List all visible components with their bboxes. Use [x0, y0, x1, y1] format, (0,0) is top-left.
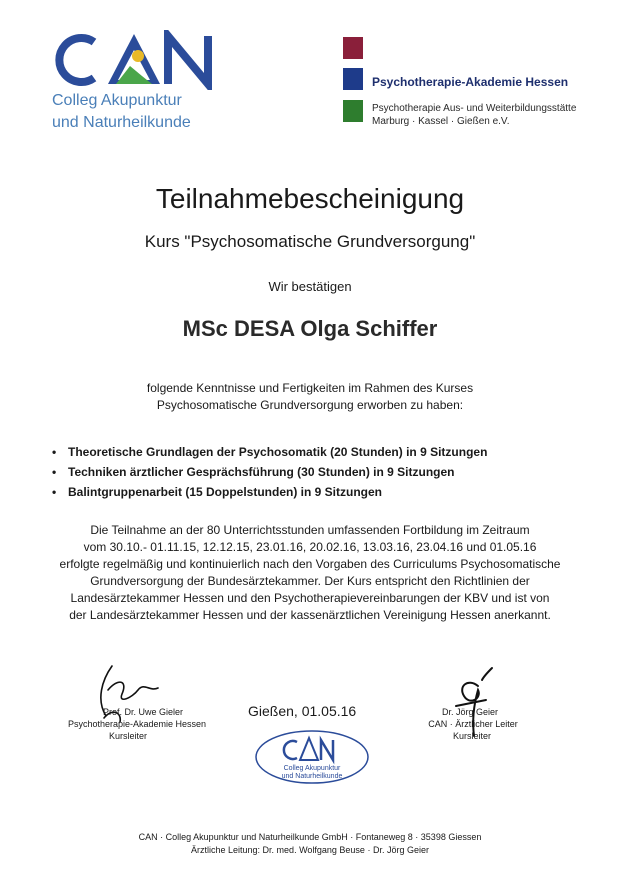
topic-text: Techniken ärztlicher Gesprächsführung (30 Stunden) in 9 Sitzungen	[68, 465, 455, 479]
footer-management: Ärztliche Leitung: Dr. med. Wolfgang Beuse · Dr. Jörg Geier	[191, 845, 429, 855]
paragraph-line: Grundversorgung der Bundesärztekammer. Der Kurs entspricht den Richtlinien der	[90, 574, 530, 588]
issue-date: Gießen, 01.05.16	[248, 703, 357, 719]
signer-right-org: CAN · Ärztlicher Leiter	[428, 719, 518, 729]
certificate-title: Teilnahmebescheinigung	[155, 183, 465, 214]
can-subtitle-line2: und Naturheilkunde	[52, 114, 191, 131]
recognition-paragraph	[0, 522, 620, 624]
can-logo	[50, 30, 220, 90]
paragraph-line: vom 30.10.- 01.11.15, 12.12.15, 23.01.16, 20.02.16, 13.03.16, 23.04.16 und 01.05.16	[83, 540, 537, 554]
list-item	[52, 462, 487, 482]
bullet-icon: •	[52, 445, 57, 459]
footer-address: CAN · Colleg Akupunktur und Naturheilkunde GmbH · Fontaneweg 8 · 35398 Giessen	[138, 832, 482, 842]
paragraph-line: der Landesärztekammer Hessen und der kassenärztlichen Vereinigung Hessen anerkannt.	[69, 608, 551, 622]
bullet-icon: •	[52, 485, 57, 499]
akademie-red-square	[343, 37, 363, 59]
topic-list	[52, 442, 487, 502]
paragraph-line: Die Teilnahme an der 80 Unterrichtsstunden umfassenden Fortbildung im Zeitraum	[90, 523, 530, 537]
akademie-line2: Marburg · Kassel · Gießen e.V.	[372, 116, 510, 127]
signer-right-role: Kursleiter	[452, 731, 491, 741]
signer-right-name: Dr. Jörg Geier	[441, 707, 499, 717]
intro-line2: Psychosomatische Grundversorgung erworben zu haben:	[156, 398, 464, 412]
participant-name: MSc DESA Olga Schiffer	[182, 316, 438, 341]
can-stamp	[253, 728, 371, 786]
bullet-icon: •	[52, 465, 57, 479]
list-item	[52, 442, 487, 462]
svg-text:Colleg Akupunktur: Colleg Akupunktur	[283, 765, 341, 772]
signer-left-role: Kursleiter	[108, 731, 147, 741]
list-item	[52, 482, 487, 502]
topic-text: Theoretische Grundlagen der Psychosomatik (20 Stunden) in 9 Sitzungen	[68, 445, 488, 459]
intro-line1: folgende Kenntnisse und Fertigkeiten im Rahmen des Kurses	[146, 381, 474, 395]
course-name: Kurs "Psychosomatische Grundversorgung"	[144, 232, 476, 251]
svg-text:und Naturheilkunde: und Naturheilkunde	[281, 773, 343, 780]
signer-left-org: Psychotherapie-Akademie Hessen	[67, 719, 207, 729]
topic-text: Balintgruppenarbeit (15 Doppelstunden) in 9 Sitzungen	[68, 485, 383, 499]
akademie-line1: Psychotherapie Aus- und Weiterbildungsstätte	[372, 103, 577, 114]
can-subtitle-line1: Colleg Akupunktur	[52, 92, 182, 109]
akademie-name: Psychotherapie-Akademie Hessen	[372, 75, 569, 89]
paragraph-line: erfolgte regelmäßig und kontinuierlich nach den Vorgaben des Curriculums Psychosomatische	[59, 557, 561, 571]
confirm-text: Wir bestätigen	[268, 279, 352, 294]
akademie-blue-square	[343, 68, 363, 90]
paragraph-line: Landesärztekammer Hessen und den Psychotherapievereinbarungen der KBV und ist von	[70, 591, 550, 605]
akademie-green-square	[343, 100, 363, 122]
signer-left-name: Prof. Dr. Uwe Gieler	[102, 707, 184, 717]
